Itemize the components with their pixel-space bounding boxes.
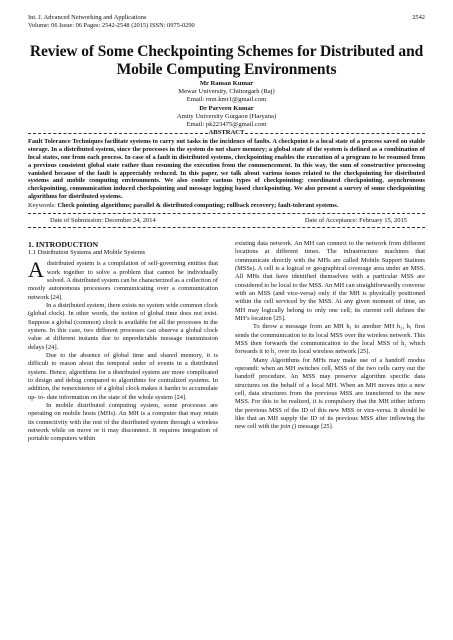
subsection-heading: 1.1 Distribution Systems and Mobile Systems	[28, 248, 146, 256]
acceptance-date: Date of Acceptance: February 15, 2015	[304, 216, 407, 224]
author-2-name: Dr Parveen Kumar	[199, 104, 254, 112]
body-columns	[28, 240, 425, 444]
abstract-text: Fault Tolerance Techniques facilitate systems to carry out tasks in the incidence of faults. A checkpoint is a local state of a process saved on stable storage. In a distributed system, since the processes in the system do not share memory; a global state of the system is defined as a combination of local states, one from each process. In case of a fault in distributed systems, checkpointing enables the execution of a program to be resumed from a previous consistent global state rather than resuming the execution from the commencement. In this way, the sum of constructive processing vanished because of the fault is appreciably reduced. In this paper, we talk about various issues related to the checkpointing for distributed systems and mobile computing environments. We also confer various types of checkpointing: coordinated checkpointing, asynchronous checkpointing, communication induced checkpointing and message logging based checkpointing. We also present a survey of some checkpointing algorithms for distributed systems.	[28, 138, 425, 201]
journal-name: Int. J. Advanced Networking and Applications	[28, 14, 147, 21]
paragraph: existing data network. An MH can connect to the network from different locations at different times. The infrastructure machines that communicate directly with the MHs are called Mobile Support Stations (MSSs). A cell is a logical or geographical coverage area under an MSS. All MHs that have identified themselves with a particular MSS are considered to be local to the MSS. An MH can straightforwardly converse with an MSS (and vice-versa) only if the MH is physically positioned within the cell serviced by the MSS. At any given moment of time, an MH may logically belong to only one cell; its current cell defines the MH’s location [25].	[235, 239, 425, 322]
running-header	[28, 14, 425, 22]
submission-date: Date of Submission: December 24, 2014	[50, 216, 156, 224]
divider	[28, 133, 208, 134]
paper-title: Review of Some Checkpointing Schemes for Distributed and Mobile Computing Environments	[29, 43, 424, 78]
paragraph	[235, 357, 425, 432]
paragraph: In mobile distributed computing system, some processes are operating on mobile hosts (MHs). An MH is a computer that may retain its connectivity with the rest of the distributed system through a wireless network while on move or it may disconnect. It requires integration of portable computers within	[28, 402, 218, 443]
paragraph	[28, 257, 218, 302]
keywords	[28, 202, 425, 210]
paragraph: In a distributed system, there exists no system wide common clock (global clock). In other words, the notion of global time does not exist. Suppose a global (common) clock is available for all the processes in the system. In this case, two different processes can observe a global clock value at different instants due to unpredictable message transmission delays [24].	[28, 301, 218, 351]
italic-term: join ()	[280, 423, 297, 431]
author-1-name: Mr Raman Kumar	[199, 80, 254, 87]
paragraph-text: distributed system is a compilation of self-governing entities that work together to solve a problem that cannot be individually solved. A distributed system can be characterized as a collection of mostly autonomous processors communicating over a communication network [24].	[28, 260, 218, 301]
page-number: 2542	[412, 14, 425, 21]
dates-row	[28, 214, 425, 227]
drop-cap: A	[28, 257, 44, 283]
volume-line: Volume: 06 Issue: 06 Pages: 2542-2548 (2015) ISSN: 0975-0290	[28, 22, 195, 29]
paragraph: To throw a message from an MH h₁ to another MH h₂, h₁ first sends the communication to its local MSS over the wireless network. This MSS then forwards the communication to the local MSS of h₂ which forwards it to h₂ over its local wireless network [25].	[235, 323, 425, 356]
left-column	[28, 240, 218, 444]
author-1-affiliation: Mewar University, Chittorgarh (Raj)	[178, 88, 275, 96]
paragraph-text: message [25].	[296, 423, 334, 431]
keywords-text: Check pointing algorithms; parallel & distributed computing; rollback recovery; fault-tolerant systems.	[57, 201, 339, 209]
right-column	[235, 240, 425, 444]
author-block	[28, 80, 425, 129]
keywords-label: Keywords:	[28, 201, 56, 209]
paragraph-text: Many Algorithms for MHs may make use of a handoff modus operandi: when an MH switches cell, MSS of the two cells carry out the handoff procedure. An MSS may preserve algorithm specific data structures on the behalf of a local MH. When an MH moves into a new cell, data structures from the previous MSS are transferred to the new MSS. For this to be realized, it is compulsory that the MH either inform the previous MSS of the ID of this new MSS or vice-versa. It should be like that an MH supply the ID of its previous MSS after inflowing the new cell with the	[235, 356, 425, 431]
abstract-heading	[28, 129, 425, 137]
author-2-affiliation: Amity University Gurgaon (Haryana)	[176, 112, 277, 120]
abstract-label: ABSTRACT	[208, 129, 245, 137]
author-2-email: Email: pk223475@gmail.com	[186, 121, 267, 129]
section-heading: 1. INTRODUCTION	[28, 239, 99, 249]
divider	[245, 133, 425, 134]
divider	[28, 227, 425, 228]
paragraph: Due to the absence of global time and shared memory, it is difficult to reason about the temporal order of events in a distributed system. Hence, algorithms for a distributed system are more complicated to design and debug compared to algorithms for centralized systems. In addition, the nonexistence of a global clock makes it harder to accumulate up- to- date information on the state of the whole system [24].	[28, 351, 218, 401]
author-1-email: Email: rmn.kmr1@gmail.com	[186, 96, 267, 104]
